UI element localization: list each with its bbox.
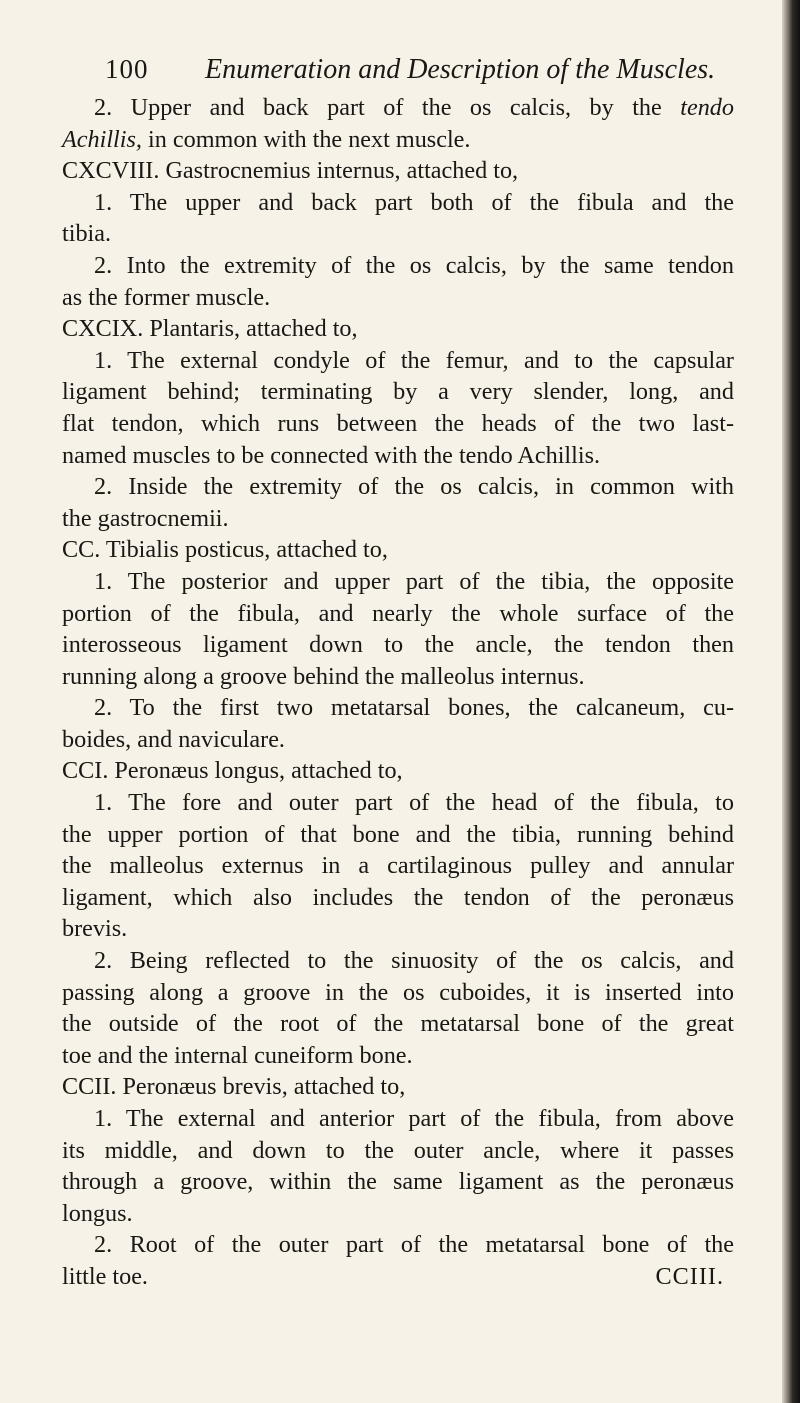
italic-term: Achillis, (62, 125, 142, 153)
text-line-content: the gastrocnemii. (62, 504, 229, 532)
text-line-content: 2. To the first two metatarsal bones, the calcaneum, cu- (94, 694, 734, 722)
text-line (62, 92, 734, 124)
text-line (62, 187, 734, 219)
text-line-content: portion of the fibula, and nearly the whole surface of the (62, 599, 734, 627)
text-line-content: 2. Into the extremity of the os calcis, by the same tendon (94, 251, 734, 279)
text-line-content: passing along a groove in the os cuboides, it is inserted into (62, 978, 734, 1006)
text-line-content: CC. Tibialis posticus, attached to, (62, 536, 388, 564)
text-line (62, 376, 734, 408)
text-line (62, 124, 734, 156)
text-line-content: 2. Inside the extremity of the os calcis, in common with (94, 473, 734, 501)
text-line (62, 1229, 734, 1261)
text-line-content: longus. (62, 1199, 133, 1227)
text-line (62, 1103, 734, 1135)
text-line-content: 2. Upper and back part of the os calcis, by the (94, 94, 681, 121)
text-line-content: the outside of the root of the metatarsal bone of the great (62, 1010, 734, 1038)
text-line (62, 850, 734, 882)
text-line (62, 661, 734, 693)
text-line (62, 282, 734, 314)
text-line (62, 471, 734, 503)
text-line (62, 440, 734, 472)
text-line (62, 1135, 734, 1167)
text-line-content: CCII. Peronæus brevis, attached to, (62, 1073, 406, 1101)
text-line (62, 629, 734, 661)
text-line-content: through a groove, within the same ligament as the peronæus (62, 1168, 734, 1196)
text-line-rest: in common with the next muscle. (141, 125, 471, 153)
text-line-content: running along a groove behind the malleolus internus. (62, 662, 585, 690)
text-line-content: 1. The fore and outer part of the head of the fibula, to (94, 789, 734, 817)
text-line (62, 598, 734, 630)
text-line-content: named muscles to be connected with the tendo Achillis. (62, 441, 601, 469)
text-line-content: interosseous ligament down to the ancle, the tendon then (62, 631, 734, 659)
text-line-content: 2. Being reflected to the sinuosity of the os calcis, and (94, 947, 734, 975)
page-header (105, 54, 745, 88)
text-line (62, 945, 734, 977)
text-line (62, 787, 734, 819)
text-line-content: brevis. (62, 915, 128, 943)
running-head: Enumeration and Description of the Muscles. (205, 54, 716, 85)
text-line-content: ligament, which also includes the tendon of the peronæus (62, 883, 734, 911)
text-line (62, 313, 734, 345)
book-spine-edge (782, 0, 800, 1403)
body-text (62, 92, 734, 1293)
catchword: CCIII. (655, 1262, 724, 1290)
text-line-content: the malleolus externus in a cartilaginous pulley and annular (62, 852, 734, 880)
text-line (62, 692, 734, 724)
text-line (62, 1071, 734, 1103)
text-line-content: 1. The external and anterior part of the fibula, from above (94, 1105, 734, 1132)
page-number: 100 (105, 54, 149, 84)
text-line-content: CCI. Peronæus longus, attached to, (62, 757, 403, 785)
text-line-content: toe and the internal cuneiform bone. (62, 1041, 413, 1069)
text-line (62, 503, 734, 535)
text-line-content: as the former muscle. (62, 283, 271, 311)
text-line-content: the upper portion of that bone and the tibia, running behind (62, 820, 734, 848)
text-line (62, 155, 734, 187)
text-line-content: ligament behind; terminating by a very slender, long, and (62, 378, 734, 406)
text-line (62, 913, 734, 945)
text-line (62, 1198, 734, 1230)
text-line (62, 534, 734, 566)
last-line (62, 1261, 734, 1293)
text-line-content: 2. Root of the outer part of the metatarsal bone of the (94, 1231, 734, 1259)
text-line-content: boides, and naviculare. (62, 725, 285, 753)
text-line-content: 1. The posterior and upper part of the tibia, the opposite (94, 567, 734, 595)
text-line-content: CXCVIII. Gastrocnemius internus, attached to, (62, 157, 519, 185)
text-line (62, 724, 734, 756)
text-line (62, 345, 734, 377)
text-line-content: flat tendon, which runs between the heads of the two last- (62, 409, 734, 437)
text-line-content: 1. The upper and back part both of the fibula and the (94, 188, 734, 216)
text-line (62, 250, 734, 282)
text-line (62, 1040, 734, 1072)
text-line (62, 882, 734, 914)
text-line (62, 218, 734, 250)
text-line (62, 755, 734, 787)
text-line (62, 1008, 734, 1040)
text-line (62, 819, 734, 851)
text-line-content: tibia. (62, 220, 112, 248)
text-line (62, 566, 734, 598)
text-line (62, 1166, 734, 1198)
text-line-content: 1. The external condyle of the femur, and to the capsular (94, 346, 734, 374)
text-line-content: CXCIX. Plantaris, attached to, (62, 315, 358, 343)
italic-term: tendo (680, 94, 734, 121)
text-line-content: its middle, and down to the outer ancle, where it passes (62, 1136, 734, 1164)
text-line (62, 408, 734, 440)
last-line-text: little toe. (62, 1262, 148, 1290)
text-line (62, 977, 734, 1009)
